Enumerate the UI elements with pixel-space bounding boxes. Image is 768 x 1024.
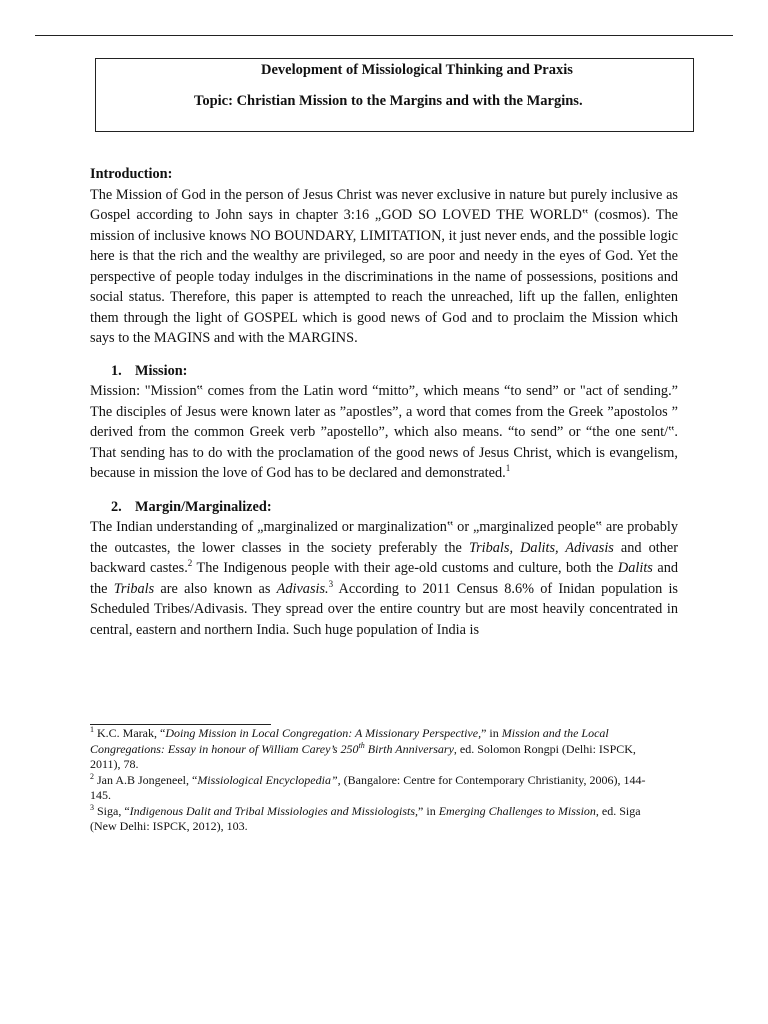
text-run-italic: Birth Anniversary xyxy=(364,741,454,756)
text-run: Jan A.B Jongeneel, “ xyxy=(94,772,198,787)
section-title: Margin/Marginalized: xyxy=(135,498,272,515)
document-topic: Topic: Christian Mission to the Margins and with the Margins. xyxy=(194,93,583,109)
section-title: Mission: xyxy=(135,362,188,379)
text-run-italic: Mission and the Local Congregations: Essay in honour of William Carey’s 250 xyxy=(90,726,609,756)
text-run-italic: Doing Mission in Local Congregation: A Missionary Perspective, xyxy=(165,726,482,740)
text-run-superscript: th xyxy=(358,740,365,750)
title-box xyxy=(95,58,694,132)
intro-heading: Introduction: xyxy=(90,166,173,182)
footnote-3 xyxy=(90,804,650,835)
mission-paragraph xyxy=(90,381,678,484)
top-rule xyxy=(35,35,733,36)
text-run-italic: Tribals xyxy=(113,580,155,597)
text-run-italic: Tribals, Dalits, Adivasis xyxy=(468,539,614,556)
text-run: (Bangalore: Centre for Contemporary Christianity, 2006), 144-145. xyxy=(90,772,646,802)
mission-text: Mission: "Mission‟ comes from the Latin word “mitto”, which means “to send” or "act of sending.” The disciples of Jesus were known later as ”apostles”, a word that comes from the Greek ”apostolos ” derived from the common Greek verb ”apostello”, which also means. “to send” or “the one sent/‟. That sending has to do with the proclamation of the good news of Jesus Christ, which is evangelism, because in mission the love of God has to be declared and demonstrated. xyxy=(90,383,678,481)
text-run: K.C. Marak, “ xyxy=(94,726,166,740)
text-run: ” in xyxy=(481,726,502,740)
footnote-number: 2 xyxy=(90,771,94,781)
footnote-1 xyxy=(90,726,650,773)
footnote-2 xyxy=(90,773,650,804)
intro-paragraph: The Mission of God in the person of Jesus Christ was never exclusive in nature but purely inclusive as Gospel according to John says in chapter 3:16 „GOD SO LOVED THE WORLD‟ (cosmos). The mission of inclusive knows NO BOUNDARY, LIMITATION, it just never ends, and the possible logic here is that the rich and the wealthy are privileged, so are poor and needy in the eyes of God. Yet the perspective of people today indulges in the discriminations in the name of possessions, positions and social status. Therefore, this paper is attempted to reach the unreached, lift up the fallen, enlighten them through the light of GOSPEL which is good news of God and to proclaim the Mission which says to the MAGINS and with the MARGINS. xyxy=(90,186,678,346)
body-content xyxy=(90,164,678,640)
margin-paragraph xyxy=(90,517,678,640)
footnote-number: 1 xyxy=(90,725,94,734)
text-run: and other backward castes. xyxy=(90,539,678,576)
text-run: and the xyxy=(90,560,679,597)
text-run-italic: Emerging Challenges to Mission xyxy=(438,803,596,818)
section-margin-heading xyxy=(90,497,678,518)
text-run: , ed. Solomon Rongpi (Delhi: ISPCK, 2011), 78. xyxy=(90,741,636,771)
text-run: According to 2011 Census 8.6% of Inidan population is Scheduled Tribes/Adivasis. They spread over the entire country but are most heavily concentrated in central, eastern and northern India. Such huge population of India is xyxy=(90,580,678,638)
text-run: ” in xyxy=(418,803,439,818)
footnote-ref-3: 3 xyxy=(328,578,334,589)
footnote-number: 3 xyxy=(90,802,94,812)
section-number: 1. xyxy=(111,362,122,379)
section-mission-heading xyxy=(90,361,678,382)
footnotes xyxy=(90,726,650,835)
footnote-separator xyxy=(90,724,271,725)
footnote-ref-1: 1 xyxy=(505,463,511,474)
text-run: The Indigenous people with their age-old customs and culture, both the xyxy=(192,560,618,576)
document-title: Development of Missiological Thinking and Praxis xyxy=(261,62,573,78)
text-run: , ed. Siga (New Delhi: ISPCK, 2012), 103. xyxy=(90,803,641,833)
text-run: The Indian understanding of „marginalized or marginalization‟ or „marginalized people‟ are probably the outcastes, the lower classes in the society preferably the xyxy=(90,519,678,556)
text-run: Siga, “ xyxy=(94,803,130,818)
text-run-italic: Adivasis. xyxy=(276,580,329,597)
text-run-italic: Missiological Encyclopedia”, xyxy=(197,772,341,787)
text-run-italic: Indigenous Dalit and Tribal Missiologies and Missiologists, xyxy=(129,803,419,818)
text-run: are also known as xyxy=(154,580,277,597)
text-run-italic: Dalits xyxy=(617,560,653,576)
footnote-ref-2: 2 xyxy=(187,558,193,569)
section-number: 2. xyxy=(111,498,122,515)
